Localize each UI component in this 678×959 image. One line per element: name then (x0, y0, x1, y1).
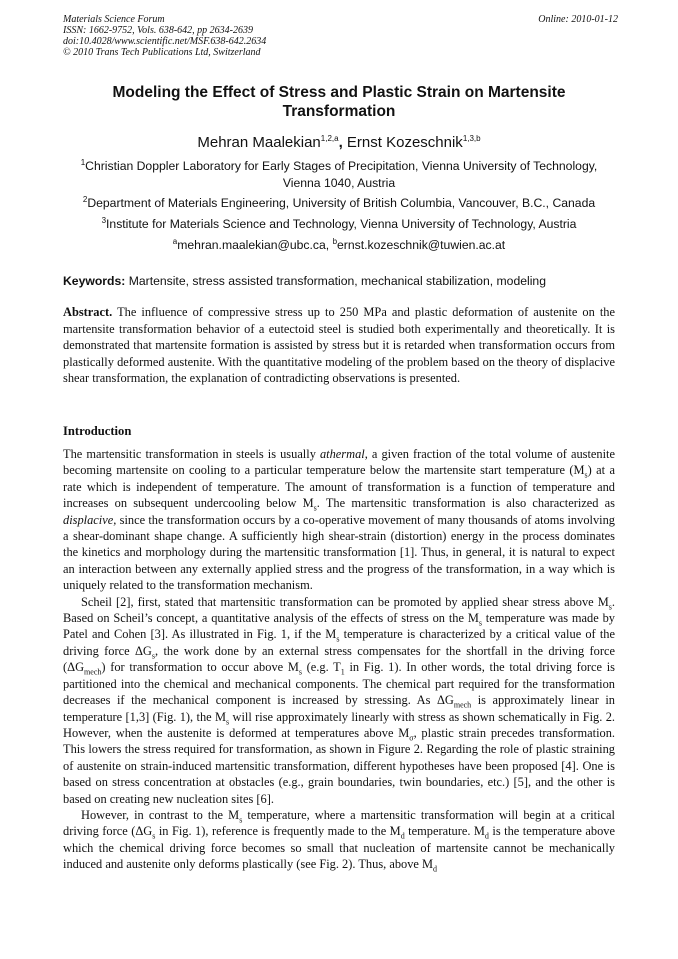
journal-header (63, 14, 618, 58)
online-date: Online: 2010-01-12 (538, 14, 618, 25)
email-a[interactable]: mehran.maalekian@ubc.ca (177, 238, 326, 252)
paragraph-1: The martensitic transformation in steels is usually athermal, a given fraction of the total volume of austenite becoming martensite on cooling to a particular temperature below the martensite start temperature $(M_s)$ at a rate which is independent of temperature. The amount of transformation is a function of temperature and increases on subsequent undercooling below $M_s$. The martensitic transformation is also characterized as displacive, since the transformation occurs by a co-operative movement of many thousands of atoms involving a shear-dominant shape change. A sufficiently high shear-strain (distortion) energy in the process dominates the kinetics and morphology during the martensitic transformation [1]. Thus, in general, it is natural to expect an interaction between any externally applied stress and the progress of the transformation, in a way which is uniquely related to the transformation mechanism. (63, 447, 616, 593)
keywords (63, 274, 615, 288)
author-name: Mehran Maalekian (197, 134, 321, 151)
author-list: Mehran Maalekian$^{1,2,a}$, Ernst Kozeschnik$^{1,3,b}$ (197, 134, 481, 151)
author-affiliation-marker: 1,3,b (462, 134, 481, 143)
abstract (63, 304, 615, 387)
journal-name: Materials Science Forum (63, 14, 165, 25)
introduction-body (63, 446, 615, 873)
affiliation-1: $^1$Christian Doppler Laboratory for Early Stages of Precipitation, Vienna University of Technology, Vienna 1040, Austria (80, 157, 598, 190)
section-heading-introduction: Introduction (63, 424, 132, 438)
author-name: Ernst Kozeschnik (346, 134, 463, 151)
doi-line[interactable]: doi:10.4028/www.scientific.net/MSF.638-642.2634 (63, 36, 267, 47)
author-affiliation-marker: 1,2,a (320, 134, 339, 143)
keywords-text: Martensite, stress assisted transformation, mechanical stabilization, modeling (128, 274, 546, 288)
email-line: $^a$mehran.maalekian@ubc.ca, $^b$ernst.kozeschnik@tuwien.ac.at (172, 236, 506, 252)
keywords-label: Keywords: (63, 274, 126, 288)
abstract-label: Abstract. (63, 305, 113, 319)
paper-title: Modeling the Effect of Stress and Plastic Strain on Martensite Transformation (112, 84, 566, 120)
abstract-text: The influence of compressive stress up to 250 MPa and plastic deformation of austenite on the martensite transformation behavior of a eutectoid steel is studied both experimentally and theoretically. It is demonstrated that martensite formation is assisted by stress but it is retarded when transformation occurs from plastically deformed austenite. With the quantitative modeling of the problem based on the theory of displacive shear transformation, the explanation of contradicting observations is presented. (63, 305, 615, 385)
paragraph-2: Scheil [2], first, stated that martensitic transformation can be promoted by applied shear stress above $M_s$. Based on Scheil’s concept, a quantitative analysis of the effects of stress on the $M_s$ temperature was made by Patel and Cohen [3]. As illustrated in Fig. 1, if the $M_s$ temperature is characterized by a critical value of the driving force $\Delta G_s$, the work done by an external stress compensates for the shortfall in the driving force $(\Delta G_{mech})$ for transformation to occur above $M_s$ (e.g. $T_1$ in Fig. 1). In other words, the total driving force is partitioned into the chemical and mechanical components. The chemical part required for the transformation decreases if the mechanical component is increased by stressing. As $\Delta G_{mech}$ is approximately linear in temperature [1,3] (Fig. 1), the $M_s$ will rise approximately linearly with stress as shown schematically in Fig. 2. However, when the austenite is deformed at temperatures above $M_\sigma$, plastic strain precedes transformation. This lowers the stress required for transformation, as shown in Figure 2. Regarding the role of plastic straining of austenite on strain-induced martensitic transformation, different hypotheses have been proposed [4]. One is based on stress concentration at obstacles (e.g., grain boundaries, twin boundaries, etc.) [5], and the other is based on creating new nucleation sites [6]. (63, 594, 615, 806)
affiliation-2: $^2$Department of Materials Engineering, University of British Columbia, Vancouver, B.C., Canada (82, 194, 596, 210)
affiliation-3: $^3$Institute for Materials Science and Technology, Vienna University of Technology, Austria (101, 215, 577, 231)
paragraph-3: However, in contrast to the $M_s$ temperature, where a martensitic transformation will begin at a critical driving force ($\Delta G_s$ in Fig. 1), reference is frequently made to the $M_d$ temperature. $M_d$ is the temperature above which the chemical driving force becomes so small that nucleation of martensite cannot be mechanically induced and austenite only deforms plastically (see Fig. 2). Thus, above $M_d$ (63, 807, 615, 874)
issn-line: ISSN: 1662-9752, Vols. 638-642, pp 2634-2639 (63, 25, 253, 36)
copyright-line: © 2010 Trans Tech Publications Ltd, Switzerland (63, 47, 261, 58)
email-b[interactable]: ernst.kozeschnik@tuwien.ac.at (337, 238, 506, 252)
